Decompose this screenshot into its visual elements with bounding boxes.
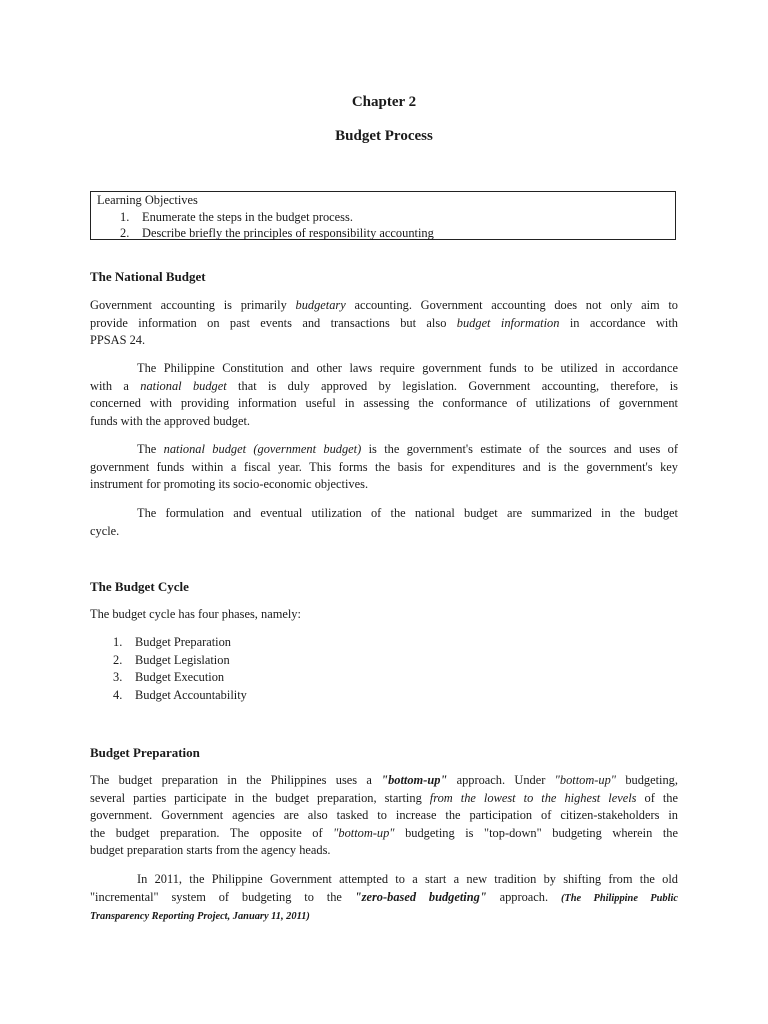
text-line: cycle. — [90, 523, 120, 538]
text-run: provide information on past events and transactions but also — [90, 315, 457, 330]
section-heading-budget-cycle: The Budget Cycle — [90, 579, 189, 594]
text-line — [90, 378, 678, 396]
objectives-heading: Learning Objectives — [97, 193, 198, 207]
text-line: budget preparation starts from the agency heads. — [90, 843, 331, 858]
list-item — [113, 634, 247, 652]
text-line — [90, 315, 678, 333]
paragraph — [90, 297, 678, 350]
text-run: of the — [636, 790, 678, 805]
text-run: "incremental" system of budgeting to the — [90, 889, 355, 904]
text-line — [90, 907, 678, 926]
list-item — [113, 652, 247, 670]
objective-item — [97, 225, 675, 242]
text-run: Government accounting is primarily — [90, 298, 296, 312]
italic-text: "bottom-up" — [333, 825, 395, 840]
text-line — [90, 772, 678, 790]
objective-text: Enumerate the steps in the budget process. — [142, 209, 353, 224]
text-line: instrument for promoting its socio-economic objectives. — [90, 477, 369, 492]
text-run: several parties participate in the budget preparation, starting — [90, 790, 430, 805]
list-text: Budget Legislation — [135, 652, 230, 667]
text-line — [90, 297, 678, 315]
paragraph — [90, 505, 678, 540]
text-run: in accordance with — [559, 315, 678, 330]
text-line: PPSAS 24. — [90, 333, 146, 348]
italic-text: budgetary — [295, 298, 346, 312]
text-run: approach. Under — [447, 773, 555, 787]
bold-italic-text: "bottom-up" — [381, 773, 448, 787]
text-run: is the government's estimate of the sources and uses of — [361, 442, 678, 456]
text-line: government. Government agencies are also tasked to increase the participation of citizen-stakeholders in — [90, 808, 678, 823]
list-number: 3. — [113, 670, 123, 685]
list-text: Budget Preparation — [135, 635, 232, 649]
text-line: In 2011, the Philippine Government attempted to a start a new tradition by shifting from the old — [137, 872, 678, 886]
objective-number: 1. — [120, 209, 130, 224]
list-item — [113, 669, 247, 687]
text-run: accounting. Government accounting does not only aim to — [345, 298, 678, 312]
text-line: funds with the approved budget. — [90, 413, 251, 428]
section-heading-budget-preparation: Budget Preparation — [90, 745, 200, 760]
learning-objectives-box — [90, 191, 676, 240]
list-number: 2. — [113, 652, 123, 667]
citation-text: Transparency Reporting Project, January 11, 2011) — [90, 911, 310, 923]
objective-number: 2. — [120, 226, 130, 240]
text-run: The — [137, 442, 164, 456]
bold-italic-text: "zero-based budgeting" — [354, 889, 487, 904]
text-run: The budget preparation in the Philippines uses a — [90, 773, 382, 787]
list-number: 4. — [113, 687, 123, 702]
paragraph — [90, 441, 678, 494]
text-line — [90, 790, 678, 808]
text-line — [90, 441, 678, 459]
italic-text: national budget — [140, 378, 227, 393]
text-line: The budget cycle has four phases, namely: — [90, 607, 301, 621]
list-item — [113, 687, 247, 705]
chapter-label: Chapter 2 — [351, 94, 417, 110]
text-run: the budget preparation. The opposite of — [90, 825, 334, 840]
objective-text: Describe briefly the principles of responsibility accounting — [142, 226, 434, 240]
paragraph — [90, 360, 678, 430]
paragraph — [90, 772, 678, 860]
citation-text: (The Philippine Public — [560, 892, 678, 904]
text-line: The formulation and eventual utilization of the national budget are summarized in the budget — [137, 506, 678, 520]
list-text: Budget Accountability — [135, 687, 247, 702]
budget-phases-list — [113, 634, 247, 704]
text-run: budgeting, — [616, 773, 678, 787]
text-line — [90, 825, 678, 843]
text-line: concerned with providing information useful in assessing the conformance of utilizations of government — [90, 396, 678, 411]
section-heading-national-budget: The National Budget — [90, 269, 206, 284]
italic-text: from the lowest to the highest levels — [429, 790, 637, 805]
text-run: with a — [90, 378, 141, 393]
text-run: approach. — [486, 889, 561, 904]
paragraph — [90, 606, 678, 624]
page-title: Budget Process — [335, 128, 433, 144]
text-run: budgeting is "top-down" budgeting wherein the — [394, 825, 678, 840]
text-line — [90, 889, 678, 908]
list-number: 1. — [113, 635, 123, 649]
text-line: government funds within a fiscal year. This forms the basis for expenditures and is the government's key — [90, 459, 678, 474]
list-text: Budget Execution — [135, 670, 225, 685]
italic-text: budget information — [456, 315, 560, 330]
text-run: that is duly approved by legislation. Government accounting, therefore, is — [226, 378, 678, 393]
italic-text: national budget (government budget) — [163, 442, 362, 456]
objective-item — [97, 209, 675, 226]
text-line: The Philippine Constitution and other laws require government funds to be utilized in accordance — [137, 361, 678, 375]
paragraph — [90, 871, 678, 926]
italic-text: "bottom-up" — [554, 773, 617, 787]
